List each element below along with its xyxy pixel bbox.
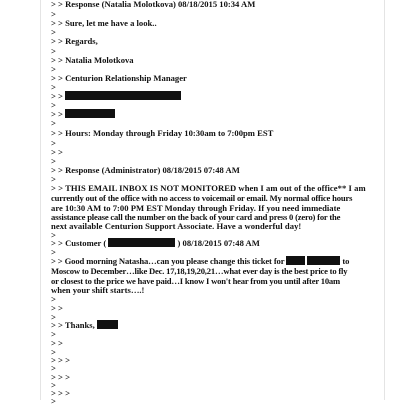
page-right-margin-rule <box>384 0 385 400</box>
email-line-text: > <box>51 312 56 322</box>
email-line-text: > > Centurion Relationship Manager <box>51 73 187 83</box>
email-line-text: > > <box>51 91 66 101</box>
email-line-text: currently out of the office with no access to voicemail or email. My normal office hours <box>51 193 353 203</box>
email-line <box>51 396 56 406</box>
email-line-text: Moscow to December…like Dec. 17,18,19,20,21…what ever day is the best price to fly <box>51 266 348 276</box>
email-line-text: next available Centurion Support Associate. Have a wonderful day! <box>51 221 302 231</box>
email-line <box>51 18 157 28</box>
email-line-text: > > THIS EMAIL INBOX IS NOT MONITORED when I am out of the office** I am <box>51 183 366 193</box>
email-line-text: > > <box>51 109 66 119</box>
email-line-text: > <box>51 363 56 373</box>
email-line-text: > <box>51 396 56 406</box>
email-line-text: > <box>51 294 56 304</box>
email-line <box>51 118 56 128</box>
email-line <box>51 183 366 193</box>
email-line-text: > > Response (Natalia Molotkova) 08/18/2015 10:34 AM <box>51 0 256 9</box>
email-line <box>51 128 273 138</box>
email-line-text: > <box>51 82 56 92</box>
email-line-text: > > Response (Administrator) 08/18/2015 07:48 AM <box>51 165 240 175</box>
email-line-text: > > <box>51 338 63 348</box>
email-line-text: > <box>51 100 56 110</box>
email-line-text: > <box>51 138 56 148</box>
email-line-text: > > <box>51 147 63 157</box>
email-line-text: > <box>51 118 56 128</box>
email-line-text: > > Natalia Molotkova <box>51 55 134 65</box>
email-line-text: > <box>51 156 56 166</box>
email-line-text: > > Customer ( <box>51 238 109 248</box>
email-line-text: > <box>51 64 56 74</box>
redaction-bar <box>65 91 181 100</box>
email-line <box>51 266 347 276</box>
email-line <box>51 221 301 231</box>
email-line-text: to <box>340 256 350 266</box>
redaction-bar <box>97 320 118 329</box>
email-line <box>51 165 240 175</box>
email-line-text: > <box>51 27 56 37</box>
email-line-text: > <box>51 174 56 184</box>
email-line-text: when your shift starts….! <box>51 285 145 295</box>
email-line <box>51 238 260 248</box>
email-line-text: > > Thanks, <box>51 320 97 330</box>
email-line <box>51 0 255 9</box>
email-line-text: > > > <box>51 372 70 382</box>
email-line-text: > <box>51 380 56 390</box>
redaction-bar <box>286 256 305 265</box>
email-line-text: > <box>51 329 56 339</box>
email-line-text: ) 08/18/2015 07:48 AM <box>175 238 260 248</box>
email-line-text: or closest to the price we have paid…I know I won't hear from you until after 10am <box>51 276 340 286</box>
redaction-bar <box>108 238 175 247</box>
email-line <box>51 91 181 101</box>
redaction-bar <box>65 109 115 118</box>
email-line-text: > > > <box>51 355 70 365</box>
email-line <box>51 36 98 46</box>
email-line-text: > <box>51 46 56 56</box>
redaction-bar <box>307 256 340 265</box>
email-line-text: > > <box>51 303 63 313</box>
email-line <box>51 256 349 266</box>
email-line-text: are 10:30 AM to 7:00 PM EST Monday through Friday. If you need immediate <box>51 203 341 213</box>
page-left-margin-rule <box>40 0 41 400</box>
email-line-text: > <box>51 230 56 240</box>
email-line <box>51 109 115 119</box>
email-line <box>51 55 134 65</box>
email-line-text: > > Regards, <box>51 36 98 46</box>
email-line <box>51 193 352 203</box>
email-line-text: > > Good morning Natasha…can you please change this ticket for <box>51 256 287 266</box>
email-line-text: > <box>51 9 56 19</box>
email-document-page <box>51 0 382 406</box>
email-line-text: > <box>51 347 56 357</box>
email-line-text: > > > <box>51 388 70 398</box>
email-line <box>51 285 144 295</box>
email-line-text: assistance please call the number on the back of your card and press 0 (zero) for the <box>51 212 341 222</box>
email-line-text: > > Hours: Monday through Friday 10:30am to 7:00pm EST <box>51 128 274 138</box>
email-line <box>51 73 187 83</box>
email-line-text: > <box>51 247 56 257</box>
email-line-text: > > Sure, let me have a look.. <box>51 18 157 28</box>
email-line <box>51 320 118 330</box>
